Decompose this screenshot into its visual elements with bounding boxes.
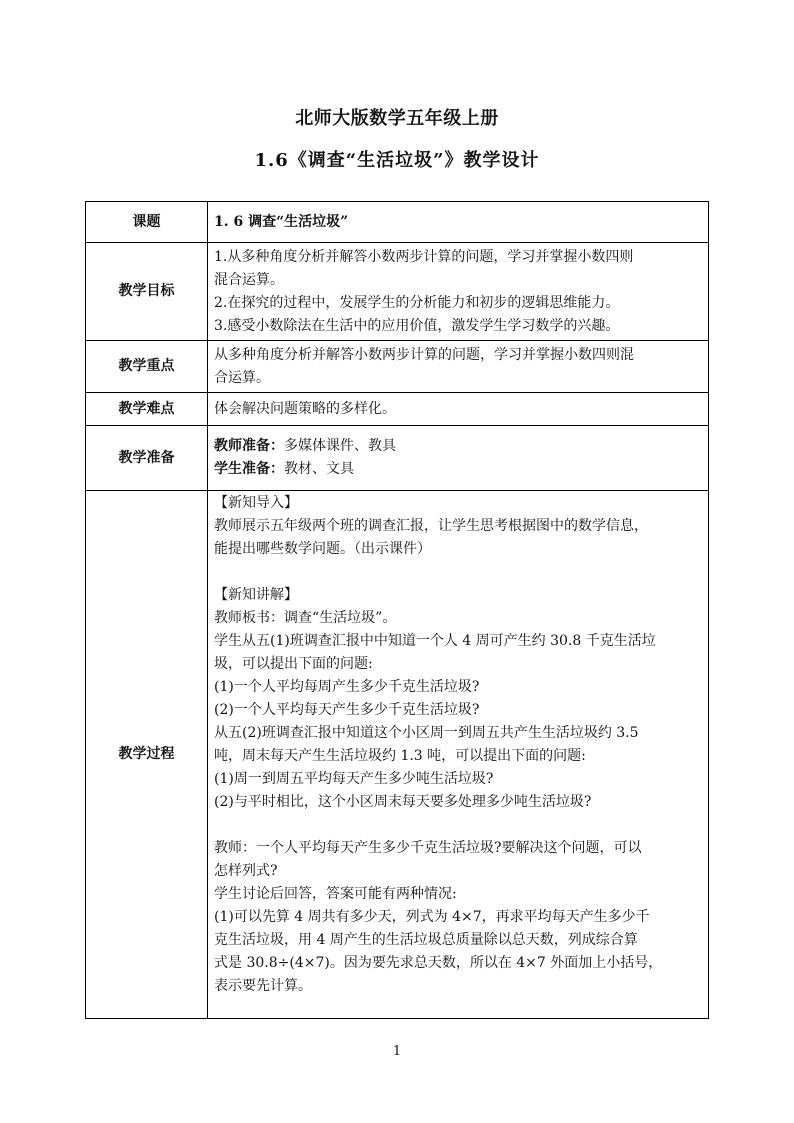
paragraph-gap [214, 814, 702, 837]
key-points-label: 教学重点 [86, 341, 208, 393]
process-line: 教师：一个人平均每天产生多少千克生活垃圾?要解决这个问题，可以 [214, 840, 642, 856]
table-row-process [86, 491, 709, 1019]
key-points-line: 合运算。 [214, 369, 270, 386]
table-row-goals [86, 243, 709, 341]
process-content [208, 491, 709, 1019]
document-subtitle: 1.6《调查“生活垃圾”》教学设计 [254, 150, 540, 171]
teacher-preparation-label: 教师准备： [214, 438, 284, 454]
key-points-line: 从多种角度分析并解答小数两步计算的问题，学习并掌握小数四则混 [214, 346, 634, 363]
process-line: 教师板书：调查“生活垃圾”。 [214, 610, 397, 626]
page-number: 1 [392, 1044, 402, 1059]
topic-label: 课题 [86, 202, 208, 243]
table-row-topic [86, 202, 709, 243]
process-line: 吨，周末每天产生生活垃圾约 1.3 吨，可以提出下面的问题: [214, 748, 586, 764]
process-line: 【新知导入】 [214, 495, 298, 511]
student-preparation-label: 学生准备： [214, 461, 284, 477]
process-line: 学生从五(1)班调查汇报中中知道一个人 4 周可产生约 30.8 千克生活垃 [214, 633, 656, 649]
process-line: (2)一个人平均每天产生多少千克生活垃圾? [214, 702, 480, 718]
process-line: 克生活垃圾，用 4 周产生的生活垃圾总质量除以总天数，列成综合算 [214, 932, 638, 948]
difficulties-label: 教学难点 [86, 393, 208, 426]
lesson-plan-table [85, 201, 709, 1019]
process-line: (2)与平时相比，这个小区周末每天要多处理多少吨生活垃圾? [214, 794, 592, 810]
preparation-label: 教学准备 [86, 426, 208, 491]
table-row-difficulties [86, 393, 709, 426]
process-line: (1)周一到周五平均每天产生多少吨生活垃圾? [214, 771, 494, 787]
process-line: 表示要先计算。 [214, 978, 312, 994]
process-line: 【新知讲解】 [214, 587, 298, 603]
process-line: (1)可以先算 4 周共有多少天，列式为 4×7，再求平均每天产生多少千 [214, 909, 650, 925]
goals-line: 3.感受小数除法在生活中的应用价值，激发学生学习数学的兴趣。 [214, 317, 620, 334]
process-line: 怎样列式? [214, 863, 278, 879]
process-line: 从五(2)班调查汇报中知道这个小区周一到周五共产生生活垃圾约 3.5 [214, 725, 639, 741]
goals-content [208, 243, 709, 341]
goals-label: 教学目标 [86, 243, 208, 341]
process-line: 圾，可以提出下面的问题: [214, 656, 373, 672]
process-line: 教师展示五年级两个班的调查汇报，让学生思考根据图中的数学信息， [214, 518, 648, 534]
table-row-key-points [86, 341, 709, 393]
goals-line: 2.在探究的过程中，发展学生的分析能力和初步的逻辑思维能力。 [214, 294, 620, 311]
table-row-preparation [86, 426, 709, 491]
document-title: 北师大版数学五年级上册 [295, 108, 499, 129]
process-line: 式是 30.8÷(4×7)。因为要先求总天数，所以在 4×7 外面加上小括号， [214, 955, 663, 971]
student-preparation [214, 458, 702, 481]
key-points-content [208, 341, 709, 393]
process-line: 能提出哪些数学问题。（出示课件） [214, 541, 431, 557]
process-line: 学生讨论后回答，答案可能有两种情况: [214, 886, 457, 902]
preparation-content [208, 426, 709, 491]
topic-value: 1. 6 调查“生活垃圾” [208, 202, 709, 243]
difficulties-value: 体会解决问题策略的多样化。 [208, 393, 709, 426]
process-label: 教学过程 [86, 491, 208, 1019]
paragraph-gap [214, 561, 702, 584]
student-preparation-value: 教材、文具 [284, 461, 354, 477]
goals-line: 混合运算。 [214, 271, 284, 288]
teacher-preparation-value: 多媒体课件、教具 [284, 438, 396, 454]
process-line: (1)一个人平均每周产生多少千克生活垃圾? [214, 679, 480, 695]
teacher-preparation [214, 435, 702, 458]
goals-line: 1.从多种角度分析并解答小数两步计算的问题，学习并掌握小数四则 [214, 248, 634, 265]
